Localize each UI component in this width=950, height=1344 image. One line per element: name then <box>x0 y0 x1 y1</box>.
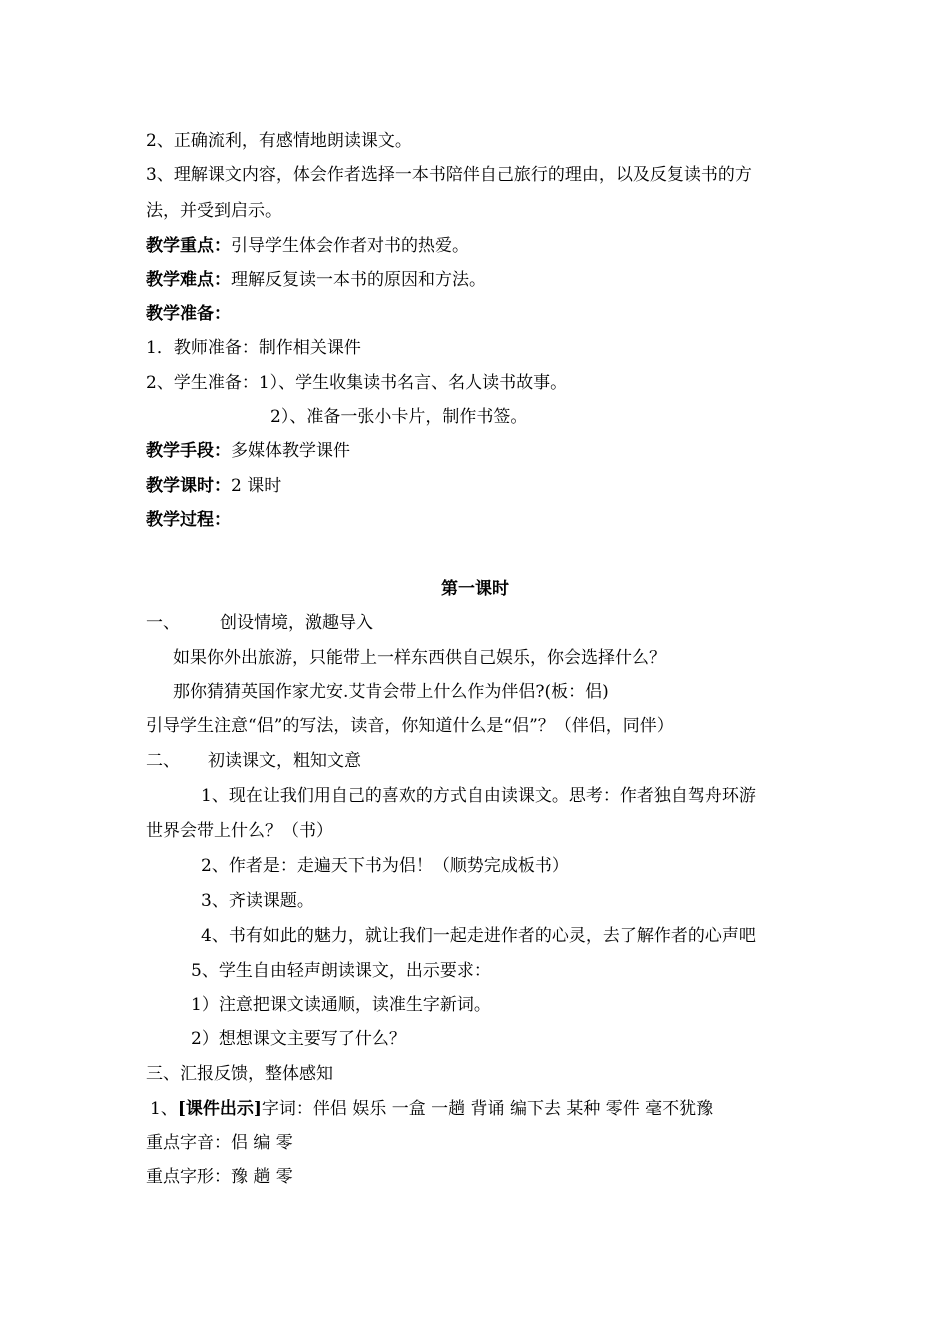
section-2-paragraph-6: 1）注意把课文读通顺，读准生字新词。 <box>191 995 491 1015</box>
section-2-title: 初读课文，粗知文意 <box>208 751 361 771</box>
key-point-text: 引导学生体会作者对书的热爱。 <box>231 236 469 256</box>
preparation-label: 教学准备： <box>146 304 231 324</box>
teaching-means-label: 教学手段： <box>146 441 231 461</box>
section-2-paragraph-3: 3、齐读课题。 <box>201 891 314 911</box>
objective-item-2: 2、正确流利，有感情地朗读课文。 <box>146 131 412 151</box>
teaching-hours <box>146 474 281 498</box>
section-2-paragraph-1-line1: 1、现在让我们用自己的喜欢的方式自由读课文。思考：作者独自驾舟环游 <box>201 786 756 806</box>
section-1-number: 一、 <box>146 613 180 633</box>
section-1-heading <box>146 611 373 635</box>
section-3-heading: 三、汇报反馈，整体感知 <box>146 1064 333 1084</box>
section-3-character-forms: 重点字形：豫 趟 零 <box>146 1167 293 1187</box>
objective-item-3-line2: 法，并受到启示。 <box>146 201 282 221</box>
section-3-paragraph-1 <box>150 1097 713 1121</box>
section-2-number: 二、 <box>146 751 180 771</box>
difficulty-label: 教学难点： <box>146 270 231 290</box>
section-2-paragraph-1-line2: 世界会带上什么？（书） <box>146 821 333 841</box>
teaching-means-text: 多媒体教学课件 <box>231 441 350 461</box>
key-point <box>146 234 469 258</box>
section-1-paragraph-3: 引导学生注意“侣”的写法，读音，你知道什么是“侣”？（伴侣，同伴） <box>146 716 674 736</box>
teaching-means <box>146 439 350 463</box>
courseware-display-tag: [课件出示] <box>177 1099 262 1119</box>
section-1-paragraph-1: 如果你外出旅游，只能带上一样东西供自己娱乐，你会选择什么？ <box>173 648 666 668</box>
difficulty-text: 理解反复读一本书的原因和方法。 <box>231 270 486 290</box>
section-3-paragraph-1-words: 字词：伴侣 娱乐 一盒 一趟 背诵 编下去 某种 零件 毫不犹豫 <box>261 1099 714 1119</box>
lesson-title: 第一课时 <box>441 579 509 599</box>
teaching-hours-label: 教学课时： <box>146 476 231 496</box>
section-2-paragraph-7: 2）想想课文主要写了什么？ <box>191 1029 406 1049</box>
section-2-paragraph-5: 5、学生自由轻声朗读课文，出示要求： <box>191 961 491 981</box>
objective-item-3-line1: 3、理解课文内容，体会作者选择一本书陪伴自己旅行的理由，以及反复读书的方 <box>146 165 752 185</box>
section-2-paragraph-4: 4、书有如此的魅力，就让我们一起走进作者的心灵，去了解作者的心声吧 <box>201 926 756 946</box>
section-1-title: 创设情境，激趣导入 <box>220 613 373 633</box>
key-point-label: 教学重点： <box>146 236 231 256</box>
preparation-student-1: 2、学生准备：1）、学生收集读书名言、名人读书故事。 <box>146 373 568 393</box>
section-2-paragraph-2: 2、作者是：走遍天下书为侣！（顺势完成板书） <box>201 856 569 876</box>
preparation-student-2: 2）、准备一张小卡片，制作书签。 <box>270 407 528 427</box>
section-3-pronunciation: 重点字音：侣 编 零 <box>146 1133 293 1153</box>
teaching-process-label: 教学过程： <box>146 510 231 530</box>
section-1-paragraph-2: 那你猜猜英国作家尤安.艾肯会带上什么作为伴侣?(板：侣) <box>173 682 609 702</box>
section-3-paragraph-1-prefix: 1、 <box>150 1099 178 1119</box>
section-2-heading <box>146 749 361 773</box>
teaching-hours-text: 2 课时 <box>231 476 282 496</box>
difficulty <box>146 268 486 292</box>
preparation-teacher: 1．教师准备：制作相关课件 <box>146 338 361 358</box>
